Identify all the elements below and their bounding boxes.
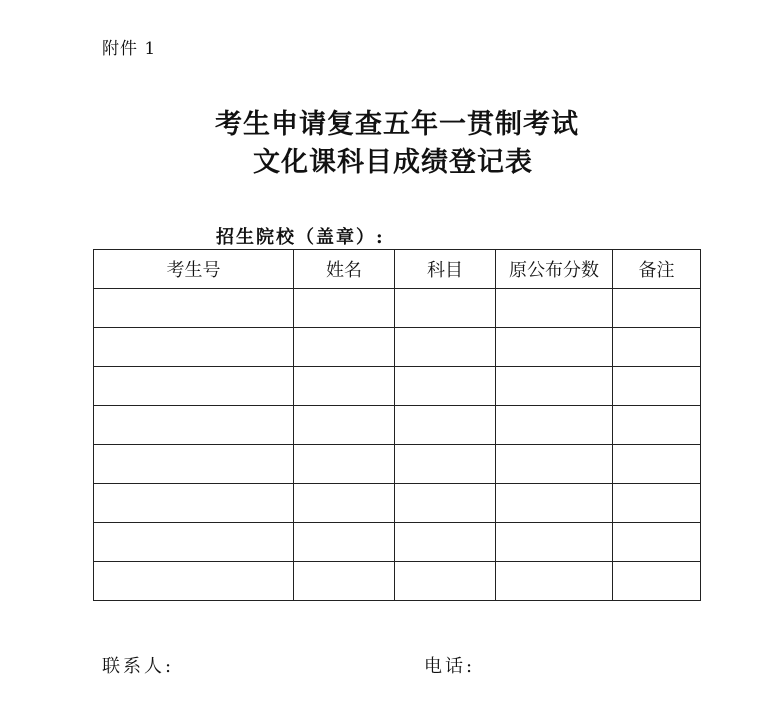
table-cell — [94, 562, 294, 601]
table-cell — [613, 523, 701, 562]
table-row — [94, 289, 701, 328]
table-cell — [395, 406, 496, 445]
table-cell — [395, 289, 496, 328]
table-header-row — [94, 250, 701, 289]
table-cell — [395, 367, 496, 406]
table-row — [94, 445, 701, 484]
table-cell — [395, 445, 496, 484]
header-original-score: 原公布分数 — [496, 250, 613, 289]
school-seal-label: 招生院校（盖章）: — [216, 227, 385, 248]
table-cell — [294, 289, 395, 328]
document-title-line-2: 文化课科目成绩登记表 — [253, 147, 533, 178]
table-cell — [496, 523, 613, 562]
table-row — [94, 523, 701, 562]
table-cell — [496, 445, 613, 484]
header-remarks: 备注 — [613, 250, 701, 289]
table-cell — [94, 289, 294, 328]
table-cell — [94, 328, 294, 367]
table-row — [94, 406, 701, 445]
table-cell — [294, 406, 395, 445]
table-cell — [294, 445, 395, 484]
table-cell — [294, 523, 395, 562]
table-cell — [94, 445, 294, 484]
table-cell — [613, 406, 701, 445]
table-row — [94, 484, 701, 523]
table-cell — [94, 406, 294, 445]
table-cell — [94, 367, 294, 406]
table-cell — [395, 523, 496, 562]
table-cell — [613, 484, 701, 523]
table-cell — [294, 484, 395, 523]
table-cell — [613, 289, 701, 328]
table-cell — [496, 484, 613, 523]
table-cell — [395, 328, 496, 367]
table-cell — [613, 367, 701, 406]
attachment-label: 附件 1 — [102, 39, 157, 59]
table-cell — [94, 523, 294, 562]
table-row — [94, 328, 701, 367]
table-cell — [496, 289, 613, 328]
phone-label: 电话: — [424, 656, 476, 677]
document-title-line-1: 考生申请复查五年一贯制考试 — [215, 109, 579, 140]
score-registration-table — [93, 249, 701, 601]
table-cell — [294, 367, 395, 406]
header-exam-number: 考生号 — [94, 250, 294, 289]
header-subject: 科目 — [395, 250, 496, 289]
header-name: 姓名 — [294, 250, 395, 289]
table-cell — [613, 445, 701, 484]
table-cell — [294, 328, 395, 367]
table-cell — [294, 562, 395, 601]
table-cell — [395, 484, 496, 523]
table-cell — [613, 328, 701, 367]
table-cell — [613, 562, 701, 601]
table-cell — [496, 406, 613, 445]
table-cell — [496, 367, 613, 406]
table-row — [94, 562, 701, 601]
table-cell — [395, 562, 496, 601]
table-cell — [94, 484, 294, 523]
table-cell — [496, 562, 613, 601]
contact-person-label: 联系人: — [102, 656, 175, 677]
table-row — [94, 367, 701, 406]
table-cell — [496, 328, 613, 367]
